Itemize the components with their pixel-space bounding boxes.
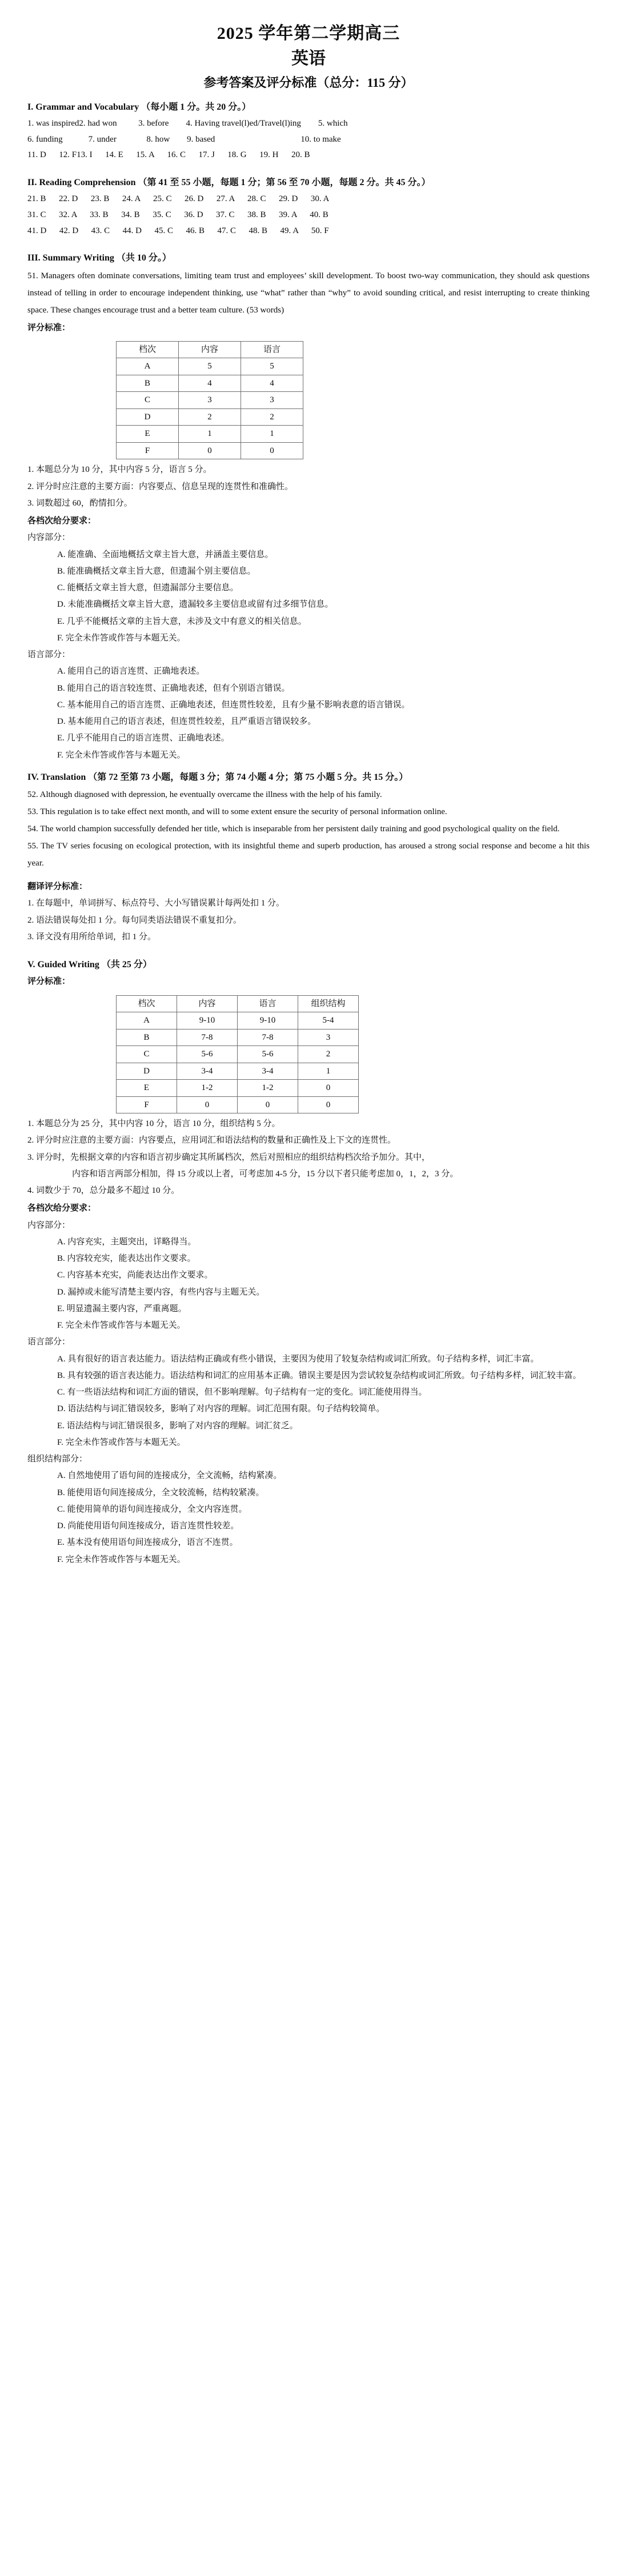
writing-content-item: B. 内容较充实，能表达出作文要求。	[57, 1254, 196, 1264]
table-row	[117, 392, 303, 409]
table-cell: C	[117, 1046, 177, 1063]
summary-content-item: D. 未能准确概括文章主旨大意，遗漏较多主要信息或留有过多细节信息。	[57, 600, 334, 610]
table-row	[117, 1080, 359, 1097]
summary-content-item: B. 能准确概括文章主旨大意，但遗漏个别主要信息。	[57, 566, 256, 576]
table-cell: 5-4	[298, 1012, 359, 1029]
answer-row: 11. D 12. F13. I 14. E 15. A 16. C 17. J 18. G 19. H 20. B	[27, 150, 310, 160]
answer-row: 21. B 22. D 23. B 24. A 25. C 26. D 27. A 28. C 29. D 30. A	[27, 194, 330, 204]
table-header-cell: 档次	[117, 995, 177, 1012]
table-header-cell: 语言	[238, 995, 298, 1012]
writing-content-item: E. 明显遗漏主要内容，严重离题。	[57, 1304, 187, 1313]
table-row	[117, 358, 303, 375]
table-row	[117, 1012, 359, 1029]
answer-row: 31. C 32. A 33. B 34. B 35. C 36. D 37. C 38. B 39. A 40. B	[27, 210, 328, 219]
translation-criteria-label: 翻译评分标准：	[27, 882, 88, 892]
table-cell: C	[117, 392, 179, 409]
section-heading-translation: IV. Translation （第 72 至第 73 小题，每题 3 分；第 74 小题 4 分；第 75 小题 5 分。共 15 分。）	[27, 772, 408, 782]
table-cell: 3	[179, 392, 241, 409]
table-cell: 2	[241, 408, 303, 426]
table-header-cell: 语言	[241, 341, 303, 358]
writing-language-label: 语言部分：	[27, 1337, 71, 1347]
table-cell: 7-8	[177, 1029, 238, 1046]
table-header-cell: 档次	[117, 341, 179, 358]
summary-note: 3. 词数超过 60，酌情扣分。	[27, 498, 133, 508]
table-cell: 2	[179, 408, 241, 426]
table-cell: 1	[241, 426, 303, 443]
table-cell: 0	[298, 1080, 359, 1097]
writing-structure-item: B. 能使用语句间连接成分，全文较流畅，结构较紧凑。	[57, 1488, 265, 1497]
table-cell: F	[117, 1096, 177, 1113]
writing-structure-label: 组织结构部分：	[27, 1455, 88, 1464]
table-cell: 3-4	[238, 1063, 298, 1080]
writing-structure-item: E. 基本没有使用语句间连接成分，语言不连贯。	[57, 1538, 238, 1548]
writing-content-item: C. 内容基本充实，尚能表达出作文要求。	[57, 1271, 213, 1280]
writing-note: 内容和语言两部分相加，得 15 分或以上者，可考虑加 4-5 分，15 分以下者只能考虑加 0，1，2，3 分。	[72, 1169, 459, 1179]
writing-content-item: D. 漏掉或未能写清楚主要内容，有些内容与主题无关。	[57, 1287, 265, 1297]
table-cell: 0	[179, 442, 241, 459]
translation-note: 1. 在每题中，单词拼写、标点符号、大小写错误累计每两处扣 1 分。	[27, 899, 285, 908]
spacer	[27, 946, 590, 951]
writing-language-item: E. 语法结构与词汇错误很多，影响了对内容的理解。词汇贫乏。	[57, 1421, 298, 1431]
writing-content-label: 内容部分：	[27, 1220, 71, 1230]
table-header-cell: 内容	[179, 341, 241, 358]
section-heading-grammar: I. Grammar and Vocabulary （每小题 1 分。共 20 分。）	[27, 102, 251, 112]
writing-note: 4. 词数少于 70，总分最多不超过 10 分。	[27, 1186, 180, 1196]
table-header-cell: 内容	[177, 995, 238, 1012]
summary-content-label: 内容部分：	[27, 533, 71, 543]
table-row	[117, 426, 303, 443]
summary-language-item: B. 能用自己的语言较连贯、正确地表述，但有个别语言错误。	[57, 683, 290, 693]
table-cell: 0	[238, 1096, 298, 1113]
table-cell: 5-6	[238, 1046, 298, 1063]
table-cell: 0	[298, 1096, 359, 1113]
writing-language-item: D. 语法结构与词汇错误较多，影响了对内容的理解。词汇范围有限。句子结构较简单。	[57, 1404, 385, 1414]
summary-content-item: E. 几乎不能概括文章的主旨大意，未涉及文中有意义的相关信息。	[57, 616, 307, 626]
writing-note: 2. 评分时应注意的主要方面：内容要点，应用词汇和语法结构的数量和正确性及上下文的连贯性。	[27, 1136, 396, 1145]
table-row	[117, 408, 303, 426]
table-cell: 1	[179, 426, 241, 443]
spacer	[27, 239, 590, 245]
table-cell: 5	[179, 358, 241, 375]
table-cell: 7-8	[238, 1029, 298, 1046]
table-cell: A	[117, 1012, 177, 1029]
table-cell: 2	[298, 1046, 359, 1063]
table-cell: D	[117, 1063, 177, 1080]
summary-criteria-label: 评分标准：	[27, 323, 71, 332]
answer-row: 41. D 42. D 43. C 44. D 45. C 46. B 47. C 48. B 49. A 50. F	[27, 226, 329, 235]
summary-language-item: E. 几乎不能用自己的语言连贯、正确地表述。	[57, 734, 230, 743]
writing-content-item: A. 内容充实，主题突出，详略得当。	[57, 1237, 197, 1247]
table-cell: 1-2	[177, 1080, 238, 1097]
summary-grade-table	[116, 341, 303, 460]
table-cell: 3	[241, 392, 303, 409]
summary-levels-label: 各档次给分要求：	[27, 516, 97, 526]
section-heading-reading: II. Reading Comprehension （第 41 至 55 小题，每题 1 分；第 56 至 70 小题，每题 2 分。共 45 分。）	[27, 178, 431, 188]
writing-content-item: F. 完全未作答或作答与本题无关。	[57, 1321, 186, 1331]
summary-language-item: F. 完全未作答或作答与本题无关。	[57, 750, 186, 760]
table-cell: 4	[241, 375, 303, 392]
summary-note: 2. 评分时应注意的主要方面：内容要点、信息呈现的连贯性和准确性。	[27, 482, 294, 491]
table-row	[117, 442, 303, 459]
summary-language-item: D. 基本能用自己的语言表述，但连贯性较差，且严重语言错误较多。	[57, 717, 316, 727]
writing-language-item: B. 具有较强的语言表达能力。语法结构和词汇的应用基本正确。错误主要是因为尝试较复杂结构或词汇所致。句子结构多样，词汇较丰富。	[57, 1371, 582, 1380]
table-cell: 0	[241, 442, 303, 459]
writing-language-item: C. 有一些语法结构和词汇方面的错误，但不影响理解。句子结构有一定的变化。词汇能使用得当。	[57, 1388, 427, 1397]
section-heading-guided-writing: V. Guided Writing （共 25 分）	[27, 960, 152, 970]
answer-row: 1. was inspired2. had won 3. before 4. Having travel(l)ed/Travel(l)ing 5. which	[27, 118, 348, 128]
page-subject-title: 英语	[291, 49, 326, 68]
spacer	[27, 872, 590, 878]
table-cell: E	[117, 1080, 177, 1097]
writing-grade-table-wrap	[27, 995, 590, 1114]
summary-language-label: 语言部分：	[27, 650, 71, 660]
writing-language-item: F. 完全未作答或作答与本题无关。	[57, 1437, 186, 1447]
table-cell: 5-6	[177, 1046, 238, 1063]
table-row	[117, 375, 303, 392]
summary-language-item: A. 能用自己的语言连贯、正确地表述。	[57, 667, 205, 676]
table-cell: F	[117, 442, 179, 459]
answer-row: 6. funding 7. under 8. how 9. based 10. to make	[27, 134, 341, 144]
summary-content-item: A. 能准确、全面地概括文章主旨大意，并涵盖主要信息。	[57, 550, 274, 559]
page-subtitle: 参考答案及评分标准（总分：115 分）	[203, 75, 414, 90]
writing-structure-item: F. 完全未作答或作答与本题无关。	[57, 1555, 186, 1564]
summary-content-item: C. 能概括文章主旨大意，但遗漏部分主要信息。	[57, 583, 239, 593]
table-cell: 0	[177, 1096, 238, 1113]
writing-note: 3. 评分时，先根据文章的内容和语言初步确定其所属档次，然后对照相应的组织结构档次给予加分。其中，	[27, 1152, 431, 1162]
table-row	[117, 1029, 359, 1046]
translation-item: 54. The world champion successfully defended her title, which is inseparable from her persistent daily training and good psychological quality on the field.	[27, 824, 560, 834]
translation-note: 2. 语法错误每处扣 1 分。每句同类语法错误不重复扣分。	[27, 915, 242, 925]
writing-grade-table	[116, 995, 359, 1114]
table-cell: E	[117, 426, 179, 443]
table-cell: 5	[241, 358, 303, 375]
translation-item: 55. The TV series focusing on ecological protection, with its insightful theme and superb production, has aroused a strong social response and become a hit this year.	[27, 842, 590, 868]
spacer	[27, 163, 590, 169]
summary-note: 1. 本题总分为 10 分，其中内容 5 分，语言 5 分。	[27, 465, 212, 475]
table-row	[117, 1046, 359, 1063]
writing-language-item: A. 具有很好的语言表达能力。语法结构正确或有些小错误，主要因为使用了较复杂结构或词汇所致。句子结构多样，词汇丰富。	[57, 1354, 539, 1364]
writing-structure-item: A. 自然地使用了语句间的连接成分，全文流畅，结构紧凑。	[57, 1471, 282, 1481]
summary-grade-table-wrap	[27, 341, 590, 460]
table-header-row	[117, 995, 359, 1012]
table-cell: 1	[298, 1063, 359, 1080]
translation-note: 3. 译文没有用所给单词，扣 1 分。	[27, 932, 157, 942]
writing-criteria-label: 评分标准：	[27, 977, 71, 987]
table-cell: B	[117, 375, 179, 392]
table-cell: 1-2	[238, 1080, 298, 1097]
writing-structure-item: C. 能使用简单的语句间连接成分，全文内容连贯。	[57, 1504, 247, 1514]
translation-item: 52. Although diagnosed with depression, he eventually overcame the illness with the help of his family.	[27, 790, 382, 800]
table-cell: 4	[179, 375, 241, 392]
table-cell: A	[117, 358, 179, 375]
table-cell: 9-10	[238, 1012, 298, 1029]
writing-note: 1. 本题总分为 25 分，其中内容 10 分，语言 10 分，组织结构 5 分。	[27, 1119, 281, 1129]
summary-language-item: C. 基本能用自己的语言连贯、正确地表述，但连贯性较差，且有少量不影响表意的语言错误。	[57, 700, 410, 710]
table-cell: 3	[298, 1029, 359, 1046]
table-header-cell: 组织结构	[298, 995, 359, 1012]
table-row	[117, 1096, 359, 1113]
table-cell: B	[117, 1029, 177, 1046]
summary-answer: 51. Managers often dominate conversations, limiting team trust and employees’ skill development. To boost two-way communication, they should ask questions instead of telling in order to encourage independent thinking, use “what” rather than “why” to avoid sounding critical, and resist interrupting to create thinking space. These changes encourage trust and a better team culture. (53 words)	[27, 271, 590, 315]
table-cell: 3-4	[177, 1063, 238, 1080]
table-row	[117, 1063, 359, 1080]
writing-structure-item: D. 尚能使用语句间连接成分，语言连贯性较差。	[57, 1521, 239, 1531]
table-header-row	[117, 341, 303, 358]
summary-content-item: F. 完全未作答或作答与本题无关。	[57, 633, 186, 643]
table-cell: 9-10	[177, 1012, 238, 1029]
translation-item: 53. This regulation is to take effect next month, and will to some extent ensure the security of personal information online.	[27, 807, 447, 817]
section-heading-summary: III. Summary Writing （共 10 分。）	[27, 253, 171, 263]
page-title: 2025 学年第二学期高三	[217, 24, 400, 43]
table-cell: D	[117, 408, 179, 426]
writing-levels-label: 各档次给分要求：	[27, 1204, 97, 1213]
